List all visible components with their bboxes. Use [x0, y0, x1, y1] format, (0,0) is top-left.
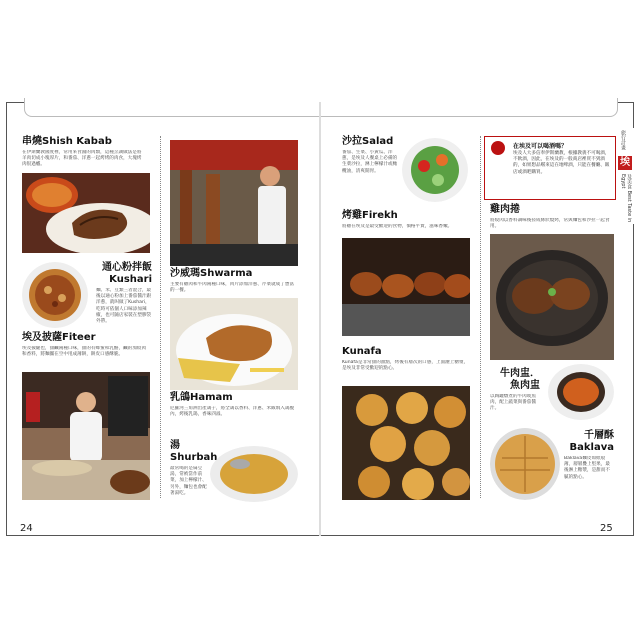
kebda-title: [482, 368, 540, 392]
page-header-bar: [24, 98, 618, 117]
salad-title: 沙拉Salad: [342, 136, 394, 147]
fiteer-title: 埃及披薩Fiteer: [22, 332, 96, 343]
kushari-title-en: Kushari: [109, 274, 152, 285]
salad-photo: [402, 138, 468, 202]
shish-photo: [22, 173, 150, 253]
shwarma-text: 主要有雞肉和牛肉兩種口味，肉片添加洋蔥、芹菜就成了豐富的一餐。: [170, 282, 295, 294]
kunafa-text: Kunafa是非常甜的甜點，烤後有層次的口感，上面灑上糖漿，是埃及非常受歡迎的點心。: [342, 360, 469, 372]
kebda-text: 以陶罐燉煮的牛肉或魚肉，配上蔬菜與番茄醬汁。: [490, 394, 536, 412]
kunafa-title: Kunafa: [342, 346, 382, 357]
kofta-title: 雞肉捲: [490, 204, 520, 215]
firekh-photo: [342, 238, 470, 336]
shwarma-title: 沙威瑪Shwarma: [170, 268, 253, 279]
salad-text: 番茄、生菜、小黃瓜、洋蔥，是埃及人餐桌上必備的生菜沙拉，淋上檸檬汁或橄欖油，清爽開胃。: [342, 150, 398, 174]
alcohol-note-box: [484, 136, 616, 200]
shish-title: 串燒Shish Kabab: [22, 136, 112, 147]
kushari-photo: [22, 262, 88, 328]
left-column-divider: [160, 136, 161, 498]
firekh-text: 將雞在埃及是最受歡迎的食物，價格平實，滋味香嫩。: [342, 224, 453, 229]
kushari-text: 麵、米、豆類三者混合，最後以通心粉加上番茄醬汁跟洋蔥，就叫做了Kushari，吃時可依個人口味添加辣椒，也可隨店家裝在塑膠袋外帶。: [96, 288, 152, 325]
kebda-title-line1: 牛肉盅．: [500, 368, 540, 379]
info-icon: [491, 141, 505, 155]
kebda-photo: [548, 364, 614, 420]
baklava-text: Baklava麵皮如紙般薄，層層疊上堅果，最後淋上糖漿，是甜而不膩的點心。: [564, 456, 610, 480]
chapter-label: 旅行計畫: [620, 130, 626, 150]
shwarma-photo: [170, 140, 298, 266]
baklava-photo: [490, 428, 560, 500]
kushari-title-zh: 通心粉拌飯: [102, 262, 152, 273]
note-title: 在埃及可以喝酒嗎？: [513, 143, 568, 150]
baklava-title-zh: 千層酥: [584, 430, 614, 441]
shurbah-title: [170, 440, 217, 464]
shurbah-title-zh: 湯: [170, 440, 180, 451]
kofta-photo: [490, 234, 614, 360]
chapter-flag: 埃: [620, 157, 630, 168]
kofta-text: 將絞肉以香料調味後搓成條狀燒烤，常與麵包和沙拉一起食用。: [490, 218, 610, 230]
note-text: 埃及人大多信奉伊斯蘭教，根據教義不可喝酒，不飲酒，因此，在埃及的一般商店裡買不到酒的，如果想品嚐來這在地啤酒，只能在餐廳、飯店或酒吧購買。: [513, 151, 610, 175]
fiteer-photo: [22, 372, 150, 500]
hamam-text: 尼羅河三角洲出產鴿子，將全鴿以香料、洋蔥、米飯填入鴿腹內，烤後乳鴿，香味四溢。: [170, 406, 295, 418]
chapter-side-tab: [616, 128, 636, 224]
shurbah-photo: [210, 446, 298, 502]
kebda-title-line2: 魚肉盅: [510, 380, 540, 391]
section-label: 及美食 Best Taste in Egypt: [620, 174, 632, 223]
kunafa-photo: [342, 386, 470, 500]
page-number-right: 25: [600, 523, 613, 534]
shurbah-title-en: Shurbah: [170, 452, 218, 463]
baklava-title: [560, 430, 614, 454]
shish-text: 在伊斯蘭教國度裡，常用來食醬的肉類，這種烹調做法是將羊肉切成小塊厚片，和番茄、洋蔥一起烤烤的肉食，大塊烤肉很過癮。: [22, 150, 142, 168]
firekh-title: 烤雞Firekh: [342, 210, 398, 221]
right-column-divider: [480, 136, 481, 498]
book-gutter: [319, 102, 321, 536]
shurbah-text: 最常喝的是扁豆湯，常被當作前菜，加上檸檬汁、另外，麵包也會配著湯吃。: [170, 466, 207, 496]
page-number-left: 24: [20, 523, 33, 534]
fiteer-text: 埃及披薩也，甜鹹兩種口味，甜的有蜂蜜和乳酪，鹹的加絞肉和香料，將麵團在空中甩成薄餅，餅皮口感酥脆。: [22, 346, 147, 358]
kushari-title: [90, 262, 152, 286]
hamam-title: 乳鴿Hamam: [170, 392, 233, 403]
baklava-title-en: Baklava: [569, 442, 614, 453]
hamam-photo: [170, 298, 298, 390]
